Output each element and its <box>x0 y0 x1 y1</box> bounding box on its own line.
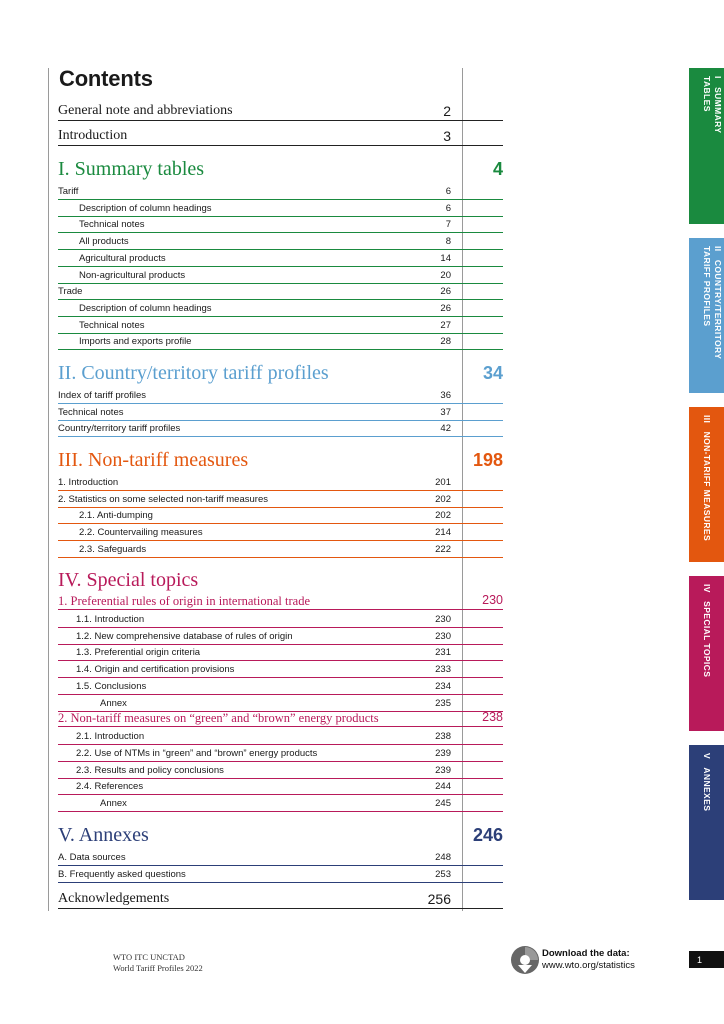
row-divider <box>58 436 503 437</box>
toc-entry-page: 234 <box>435 680 451 692</box>
toc-entry-page: 248 <box>435 852 451 863</box>
toc-entry[interactable] <box>58 333 503 349</box>
row-divider <box>58 349 503 350</box>
side-tab-label <box>701 753 712 811</box>
toc-entry[interactable] <box>58 795 503 811</box>
toc-entry-label: Technical notes <box>58 406 124 418</box>
side-tab-label <box>701 584 712 677</box>
row-divider <box>58 811 503 812</box>
toc-entry-label: 1.3. Preferential origin criteria <box>76 647 201 659</box>
toc-entry-page: 239 <box>435 764 451 776</box>
side-tab-text: SPECIAL TOPICS <box>702 601 712 678</box>
footer-line-1: WTO ITC UNCTAD <box>113 952 185 962</box>
toc-entry[interactable] <box>58 628 503 644</box>
side-tab-text: SUMMARY TABLES <box>702 76 723 134</box>
toc-entry-label: 2.3. Results and policy conclusions <box>76 764 224 776</box>
toc-entry-label: V. Annexes <box>58 824 149 846</box>
row-divider <box>58 145 503 146</box>
side-tab-4[interactable] <box>689 576 724 731</box>
toc-entry-page: 4 <box>492 159 503 179</box>
side-tab-text: COUNTRY/TERRITORY TARIFF PROFILES <box>702 246 723 360</box>
toc-entry-label: I. Summary tables <box>58 158 205 180</box>
side-tab-text: ANNEXES <box>702 767 712 812</box>
toc-entry-label: 1.1. Introduction <box>76 614 145 625</box>
toc-entry-page: 201 <box>435 477 451 488</box>
toc-entry[interactable] <box>58 420 503 436</box>
toc-entry-label: Description of column headings <box>79 302 212 314</box>
side-tab-1[interactable] <box>689 68 724 224</box>
side-tab-number: II <box>713 246 723 252</box>
section-heading[interactable] <box>58 156 503 182</box>
toc-entry[interactable] <box>58 778 503 794</box>
toc-entry-page: 230 <box>435 614 451 625</box>
toc-entry-page: 36 <box>440 390 451 401</box>
subsection-heading[interactable] <box>58 591 503 609</box>
side-tab-number: I <box>713 76 723 79</box>
toc-entry[interactable] <box>58 317 503 333</box>
toc-entry[interactable] <box>58 866 503 882</box>
toc-entry-label: 1. Introduction <box>58 477 119 488</box>
footer-line-2: World Tariff Profiles 2022 <box>113 963 203 973</box>
toc-entry-label: Technical notes <box>79 319 145 331</box>
section-heading[interactable] <box>58 822 503 848</box>
toc-entry-page: 231 <box>435 647 451 659</box>
toc-entry-label: A. Data sources <box>58 852 126 863</box>
toc-entry[interactable] <box>58 233 503 249</box>
toc-entry[interactable] <box>58 216 503 232</box>
toc-entry-label: Country/territory tariff profiles <box>58 423 181 435</box>
row-divider <box>58 120 503 121</box>
acknowledgements-entry[interactable] <box>58 887 503 909</box>
toc-entry-label: General note and abbreviations <box>58 103 233 118</box>
toc-entry-label: Annex <box>100 798 127 809</box>
page-title: Contents <box>59 66 153 91</box>
toc-entry[interactable] <box>58 300 503 316</box>
toc-entry-label: Index of tariff profiles <box>58 390 147 401</box>
toc-entry-page: 244 <box>435 781 451 793</box>
download-url[interactable]: www.wto.org/statistics <box>542 960 635 971</box>
section-heading[interactable] <box>58 447 503 473</box>
footer-publisher <box>113 952 203 974</box>
toc-entry-page: 37 <box>440 406 451 418</box>
toc-entry-page: 3 <box>443 128 451 144</box>
toc-entry[interactable] <box>58 524 503 540</box>
toc-entry-label: Non-agricultural products <box>79 269 186 281</box>
toc-entry-label: IV. Special topics <box>58 569 199 591</box>
toc-entry-label: 2.2. Countervailing measures <box>79 527 203 539</box>
toc-entry-label: Acknowledgements <box>58 891 170 906</box>
side-tab-text: NON-TARIFF MEASURES <box>702 431 712 542</box>
toc-entry-page: 8 <box>445 236 451 248</box>
toc-entry-page: 214 <box>435 527 451 539</box>
toc-entry-page: 27 <box>440 319 451 331</box>
toc-entry-label: 2.1. Introduction <box>76 731 145 743</box>
toc-entry-page: 28 <box>440 336 451 348</box>
toc-entry-page: 233 <box>435 664 451 676</box>
toc-entry-page: 235 <box>435 697 451 709</box>
toc-entry-label: III. Non-tariff measures <box>58 449 249 471</box>
toc-entry-label: Agricultural products <box>79 252 166 264</box>
toc-entry-label: Description of column headings <box>79 202 212 214</box>
toc-entry[interactable] <box>58 200 503 216</box>
toc-entry[interactable] <box>58 644 503 660</box>
download-label: Download the data: <box>542 948 630 959</box>
toc-entry-page: 26 <box>440 302 451 314</box>
download-data-link[interactable] <box>542 948 635 972</box>
side-tab-number: V <box>702 753 712 760</box>
toc-entry-label: 2. Statistics on some selected non-tariff measures <box>58 493 268 505</box>
toc-entry[interactable] <box>58 387 503 403</box>
toc-entry-label: 2. Non-tariff measures on “green” and “brown” energy products <box>58 711 379 726</box>
toc-entry[interactable] <box>58 404 503 420</box>
toc-entry-page: 7 <box>445 219 451 231</box>
toc-entry[interactable] <box>58 745 503 761</box>
section-heading[interactable] <box>58 567 503 593</box>
row-divider <box>58 609 503 610</box>
toc-entry[interactable] <box>58 678 503 694</box>
row-divider <box>58 908 503 909</box>
toc-entry-label: 1. Preferential rules of origin in international trade <box>58 594 310 608</box>
subsection-heading[interactable] <box>58 708 503 726</box>
side-tab-label <box>701 76 723 133</box>
side-tab-number: III <box>702 415 712 424</box>
toc-entry-label: All products <box>79 236 129 248</box>
row-divider <box>58 882 503 883</box>
toc-entry[interactable] <box>58 250 503 266</box>
front-matter-entry[interactable] <box>58 124 503 146</box>
toc-entry-label: 2.2. Use of NTMs in “green” and “brown” energy products <box>76 747 318 759</box>
toc-entry-label: Annex <box>100 697 127 709</box>
toc-entry-page: 14 <box>440 252 451 264</box>
toc-entry-page: 238 <box>482 710 503 725</box>
toc-entry-page: 202 <box>435 493 451 505</box>
toc-entry-label: II. Country/territory tariff profiles <box>58 362 329 384</box>
toc-entry-page: 6 <box>445 186 451 197</box>
toc-entry[interactable] <box>58 491 503 507</box>
side-tab-number: IV <box>702 584 712 593</box>
download-icon[interactable] <box>509 943 541 975</box>
toc-entry-label: 2.1. Anti-dumping <box>79 510 153 522</box>
toc-entry-page: 6 <box>445 202 451 214</box>
toc-entry-label: Imports and exports profile <box>79 336 192 348</box>
row-divider <box>58 557 503 558</box>
toc-entry-page: 2 <box>443 103 451 119</box>
toc-entry[interactable] <box>58 611 503 627</box>
toc-entry-page: 253 <box>435 868 451 880</box>
side-tab-3[interactable] <box>689 407 724 562</box>
toc-entry-label: Introduction <box>58 128 128 143</box>
toc-entry-page: 34 <box>482 363 503 383</box>
toc-entry[interactable] <box>58 283 503 299</box>
toc-entry[interactable] <box>58 541 503 557</box>
toc-entry-page: 222 <box>435 543 451 555</box>
toc-entry-page: 198 <box>472 450 503 470</box>
front-matter-entry[interactable] <box>58 99 503 121</box>
toc-entry-label: 1.2. New comprehensive database of rules of origin <box>76 630 293 642</box>
toc-entry[interactable] <box>58 661 503 677</box>
side-tab-label <box>701 415 712 541</box>
left-rule <box>48 68 49 911</box>
toc-entry[interactable] <box>58 474 503 490</box>
toc-entry-label: 1.4. Origin and certification provisions <box>76 664 235 676</box>
toc-entry[interactable] <box>58 507 503 523</box>
toc-entry-page: 245 <box>435 798 451 809</box>
toc-entry-page: 256 <box>427 891 451 907</box>
toc-entry-page: 230 <box>482 593 503 607</box>
toc-entry-label: 2.3. Safeguards <box>79 543 147 555</box>
toc-entry[interactable] <box>58 267 503 283</box>
toc-entry[interactable] <box>58 183 503 199</box>
toc-entry[interactable] <box>58 849 503 865</box>
toc-entry-page: 238 <box>435 731 451 743</box>
toc-entry-page: 239 <box>435 747 451 759</box>
toc-entry-label: 1.5. Conclusions <box>76 680 147 692</box>
toc-entry-label: Tariff <box>58 186 79 197</box>
toc-entry-label: Technical notes <box>79 219 145 231</box>
side-tab-2[interactable] <box>689 238 724 393</box>
toc-entry-page: 246 <box>472 825 503 845</box>
page-number: 1 <box>689 951 724 968</box>
toc-entry-label: Trade <box>58 286 83 298</box>
toc-entry-page: 20 <box>440 269 451 281</box>
toc-entry[interactable] <box>58 728 503 744</box>
toc-entry[interactable] <box>58 762 503 778</box>
toc-entry-label: B. Frequently asked questions <box>58 868 186 880</box>
toc-entry-page: 42 <box>440 423 451 435</box>
side-tab-5[interactable] <box>689 745 724 900</box>
toc-entry-label: 2.4. References <box>76 781 144 793</box>
toc-entry-page: 230 <box>435 630 451 642</box>
toc-entry-page: 26 <box>440 286 451 298</box>
toc-entry-page: 202 <box>435 510 451 522</box>
side-tab-label <box>701 246 723 359</box>
section-heading[interactable] <box>58 360 503 386</box>
row-divider <box>58 726 503 727</box>
